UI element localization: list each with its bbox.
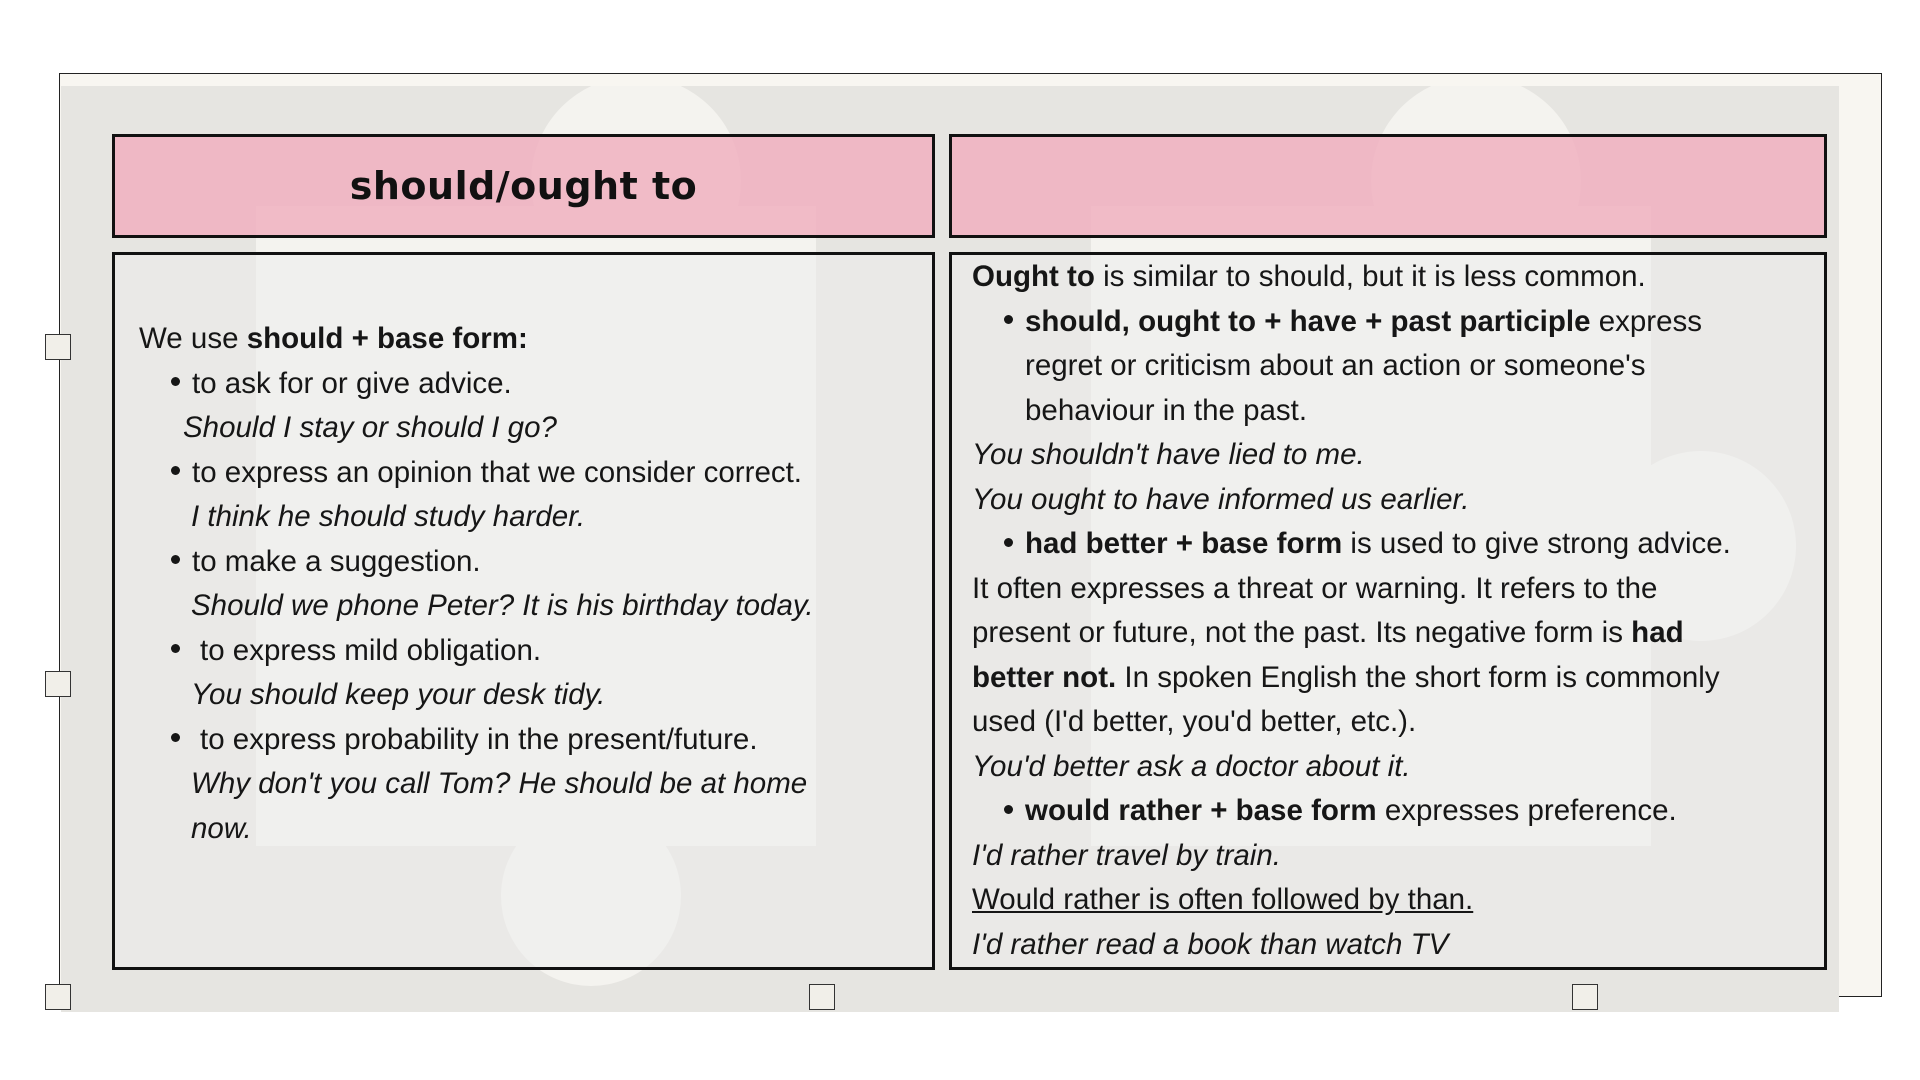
ought-to-bold: Ought to: [972, 260, 1095, 293]
bullet-bold: had better + base form: [1025, 527, 1343, 560]
right-header-box[interactable]: [949, 134, 1827, 238]
paragraph-text: In spoken English the short form is commonly: [1116, 660, 1720, 694]
paragraph-line: used (I'd better, you'd better, etc.).: [972, 705, 1417, 738]
ought-to-text: is similar to should, but it is less common.: [1094, 260, 1646, 293]
left-header-box[interactable]: [112, 134, 935, 238]
bullet-text: is used to give strong advice.: [1342, 527, 1731, 560]
bullet-had-better: [972, 522, 1814, 567]
use-item-advice: [139, 362, 918, 407]
resize-handle-left-middle[interactable]: [45, 671, 71, 697]
bullet-icon: [1004, 315, 1013, 324]
paragraph-line: It often expresses a threat or warning. It refers to the: [972, 571, 1658, 605]
bullet-icon: [171, 644, 180, 653]
use-item-obligation: [139, 629, 918, 674]
bullet-bold: should, ought to + have + past participle: [1025, 304, 1591, 338]
right-text-block: [972, 255, 1814, 967]
use-item-suggestion: [139, 540, 918, 585]
ought-to-line: [972, 255, 1814, 300]
use-text: to make a suggestion.: [192, 544, 481, 578]
bullet-icon: [171, 466, 180, 475]
intro-text: We use: [139, 322, 247, 355]
intro-line: [139, 317, 918, 362]
intro-bold: should + base form:: [246, 322, 528, 355]
paragraph-bold: had: [1631, 616, 1684, 649]
bullet-continuation: behaviour in the past.: [1025, 393, 1308, 427]
use-text: to express mild obligation.: [200, 633, 542, 667]
bullet-icon: [1004, 538, 1013, 547]
paragraph-line: [972, 611, 1814, 656]
bullet-icon: [171, 733, 180, 742]
resize-handle-left-top[interactable]: [45, 334, 71, 360]
paragraph-bold: better not.: [972, 660, 1117, 694]
bullet-past-participle: [972, 300, 1814, 345]
bullet-icon: [171, 555, 180, 564]
left-content-box[interactable]: [112, 252, 935, 970]
resize-handle-bottom-right[interactable]: [1572, 984, 1598, 1010]
paragraph-text: present or future, not the past. Its negative form is: [972, 616, 1632, 649]
resize-handle-bottom-left[interactable]: [45, 984, 71, 1010]
bullet-text: expresses preference.: [1376, 794, 1677, 827]
note-line: Would rather is often followed by than.: [972, 883, 1474, 916]
bullet-continuation: regret or criticism about an action or someone's: [1025, 349, 1646, 382]
example-line: Should we phone Peter? It is his birthday today.: [191, 589, 814, 622]
example-line: I'd rather read a book than watch TV: [972, 927, 1449, 961]
right-content-box[interactable]: [949, 252, 1827, 970]
use-text: to ask for or give advice.: [192, 366, 512, 400]
example-line: Should I stay or should I go?: [183, 411, 557, 444]
bullet-icon: [171, 377, 180, 386]
left-header-title: should/ought to: [349, 164, 698, 208]
use-text: to express an opinion that we consider correct.: [192, 455, 802, 489]
paragraph-line: [972, 656, 1814, 701]
use-text: to express probability in the present/future.: [200, 722, 758, 756]
example-line: now.: [191, 811, 252, 845]
resize-handle-bottom-middle[interactable]: [809, 984, 835, 1010]
example-line: You ought to have informed us earlier.: [972, 482, 1470, 516]
example-line: You should keep your desk tidy.: [191, 678, 606, 711]
example-line: I'd rather travel by train.: [972, 838, 1281, 872]
example-line: I think he should study harder.: [191, 500, 586, 533]
use-item-opinion: [139, 451, 918, 496]
bullet-bold: would rather + base form: [1025, 794, 1377, 827]
bullet-would-rather: [972, 789, 1814, 834]
use-item-probability: [139, 718, 918, 763]
bullet-icon: [1004, 805, 1013, 814]
bullet-text: express: [1590, 304, 1702, 338]
example-line: You shouldn't have lied to me.: [972, 438, 1365, 471]
left-text-block: [139, 317, 918, 851]
example-line: You'd better ask a doctor about it.: [972, 749, 1411, 783]
example-line: Why don't you call Tom? He should be at home: [191, 767, 808, 800]
